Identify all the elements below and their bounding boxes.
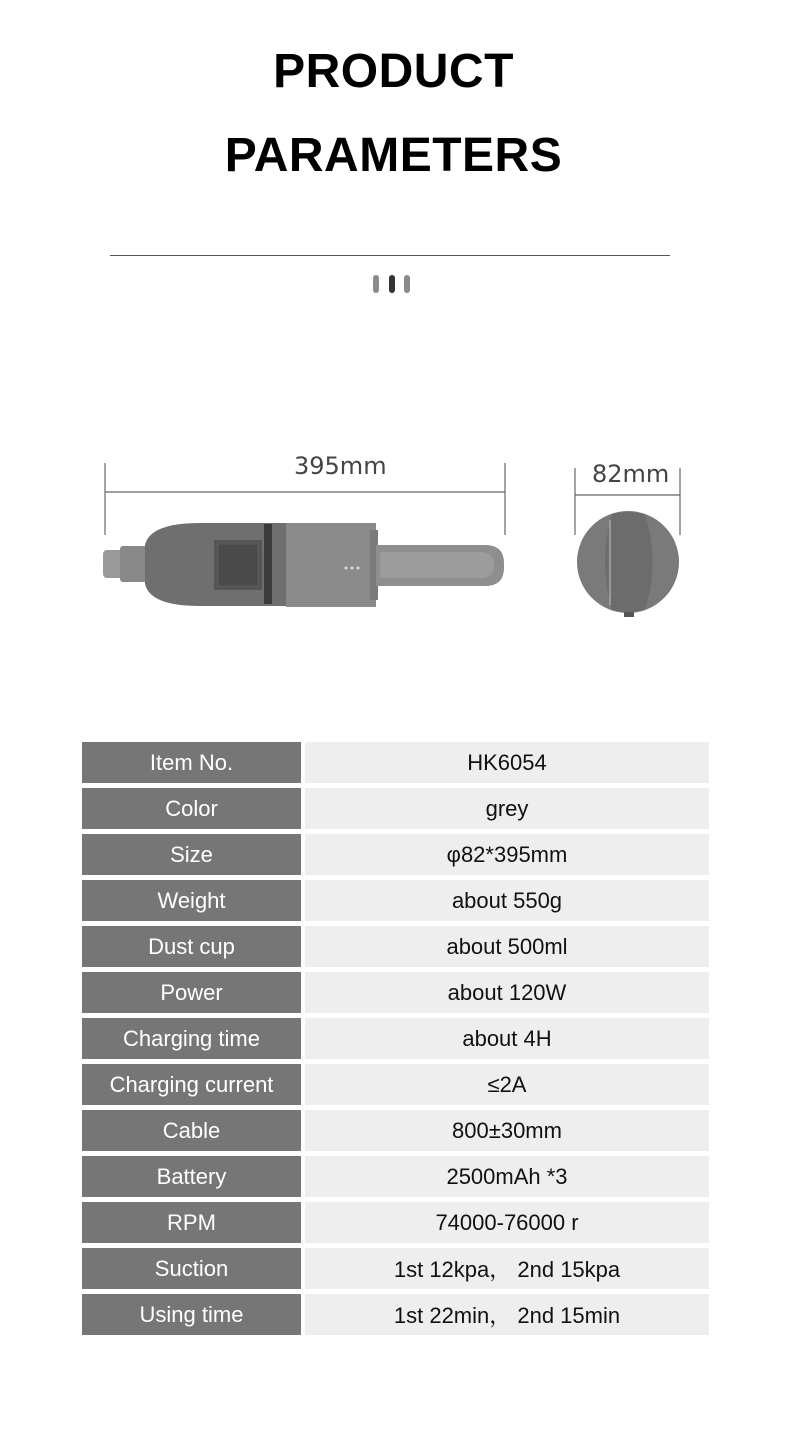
spec-row bbox=[82, 742, 709, 783]
spec-row bbox=[82, 834, 709, 875]
spec-value: 800±30mm bbox=[305, 1110, 709, 1151]
vacuum-side-view bbox=[103, 523, 504, 607]
spec-label: RPM bbox=[82, 1202, 301, 1243]
spec-value: about 500ml bbox=[305, 926, 709, 967]
bar-mark bbox=[389, 275, 395, 293]
spec-row bbox=[82, 926, 709, 967]
spec-value: 74000-76000 r bbox=[305, 1202, 709, 1243]
spec-value: 1st 22min， 2nd 15min bbox=[305, 1294, 709, 1335]
diameter-dimension-label: 82mm bbox=[592, 460, 670, 488]
spec-row bbox=[82, 1110, 709, 1151]
spec-label: Charging current bbox=[82, 1064, 301, 1105]
spec-value: 2500mAh *3 bbox=[305, 1156, 709, 1197]
page-title-line-2: PARAMETERS bbox=[224, 129, 563, 182]
length-dimension-label: 395mm bbox=[294, 452, 387, 480]
spec-label: Using time bbox=[82, 1294, 301, 1335]
bar-mark bbox=[373, 275, 379, 293]
spec-value: ≤2A bbox=[305, 1064, 709, 1105]
spec-label: Color bbox=[82, 788, 301, 829]
spec-value: about 4H bbox=[305, 1018, 709, 1059]
spec-row bbox=[82, 880, 709, 921]
spec-label: Charging time bbox=[82, 1018, 301, 1059]
spec-row bbox=[82, 1156, 709, 1197]
spec-value: HK6054 bbox=[305, 742, 709, 783]
spec-row bbox=[82, 1018, 709, 1059]
spec-row bbox=[82, 788, 709, 829]
spec-row bbox=[82, 972, 709, 1013]
spec-value: about 550g bbox=[305, 880, 709, 921]
spec-value: about 120W bbox=[305, 972, 709, 1013]
spec-row bbox=[82, 1202, 709, 1243]
spec-label: Battery bbox=[82, 1156, 301, 1197]
spec-label: Weight bbox=[82, 880, 301, 921]
spec-label: Power bbox=[82, 972, 301, 1013]
spec-value: φ82*395mm bbox=[305, 834, 709, 875]
spec-label: Suction bbox=[82, 1248, 301, 1289]
spec-label: Size bbox=[82, 834, 301, 875]
spec-row bbox=[82, 1294, 709, 1335]
spec-label: Dust cup bbox=[82, 926, 301, 967]
spec-row bbox=[82, 1064, 709, 1105]
spec-value: 1st 12kpa， 2nd 15kpa bbox=[305, 1248, 709, 1289]
vacuum-front-view bbox=[577, 511, 679, 617]
page-title-line-1: PRODUCT bbox=[273, 45, 514, 98]
decorative-bars-icon bbox=[373, 275, 413, 293]
divider bbox=[110, 255, 670, 256]
spec-value: grey bbox=[305, 788, 709, 829]
spec-row bbox=[82, 1248, 709, 1289]
spec-label: Cable bbox=[82, 1110, 301, 1151]
spec-label: Item No. bbox=[82, 742, 301, 783]
bar-mark bbox=[404, 275, 410, 293]
